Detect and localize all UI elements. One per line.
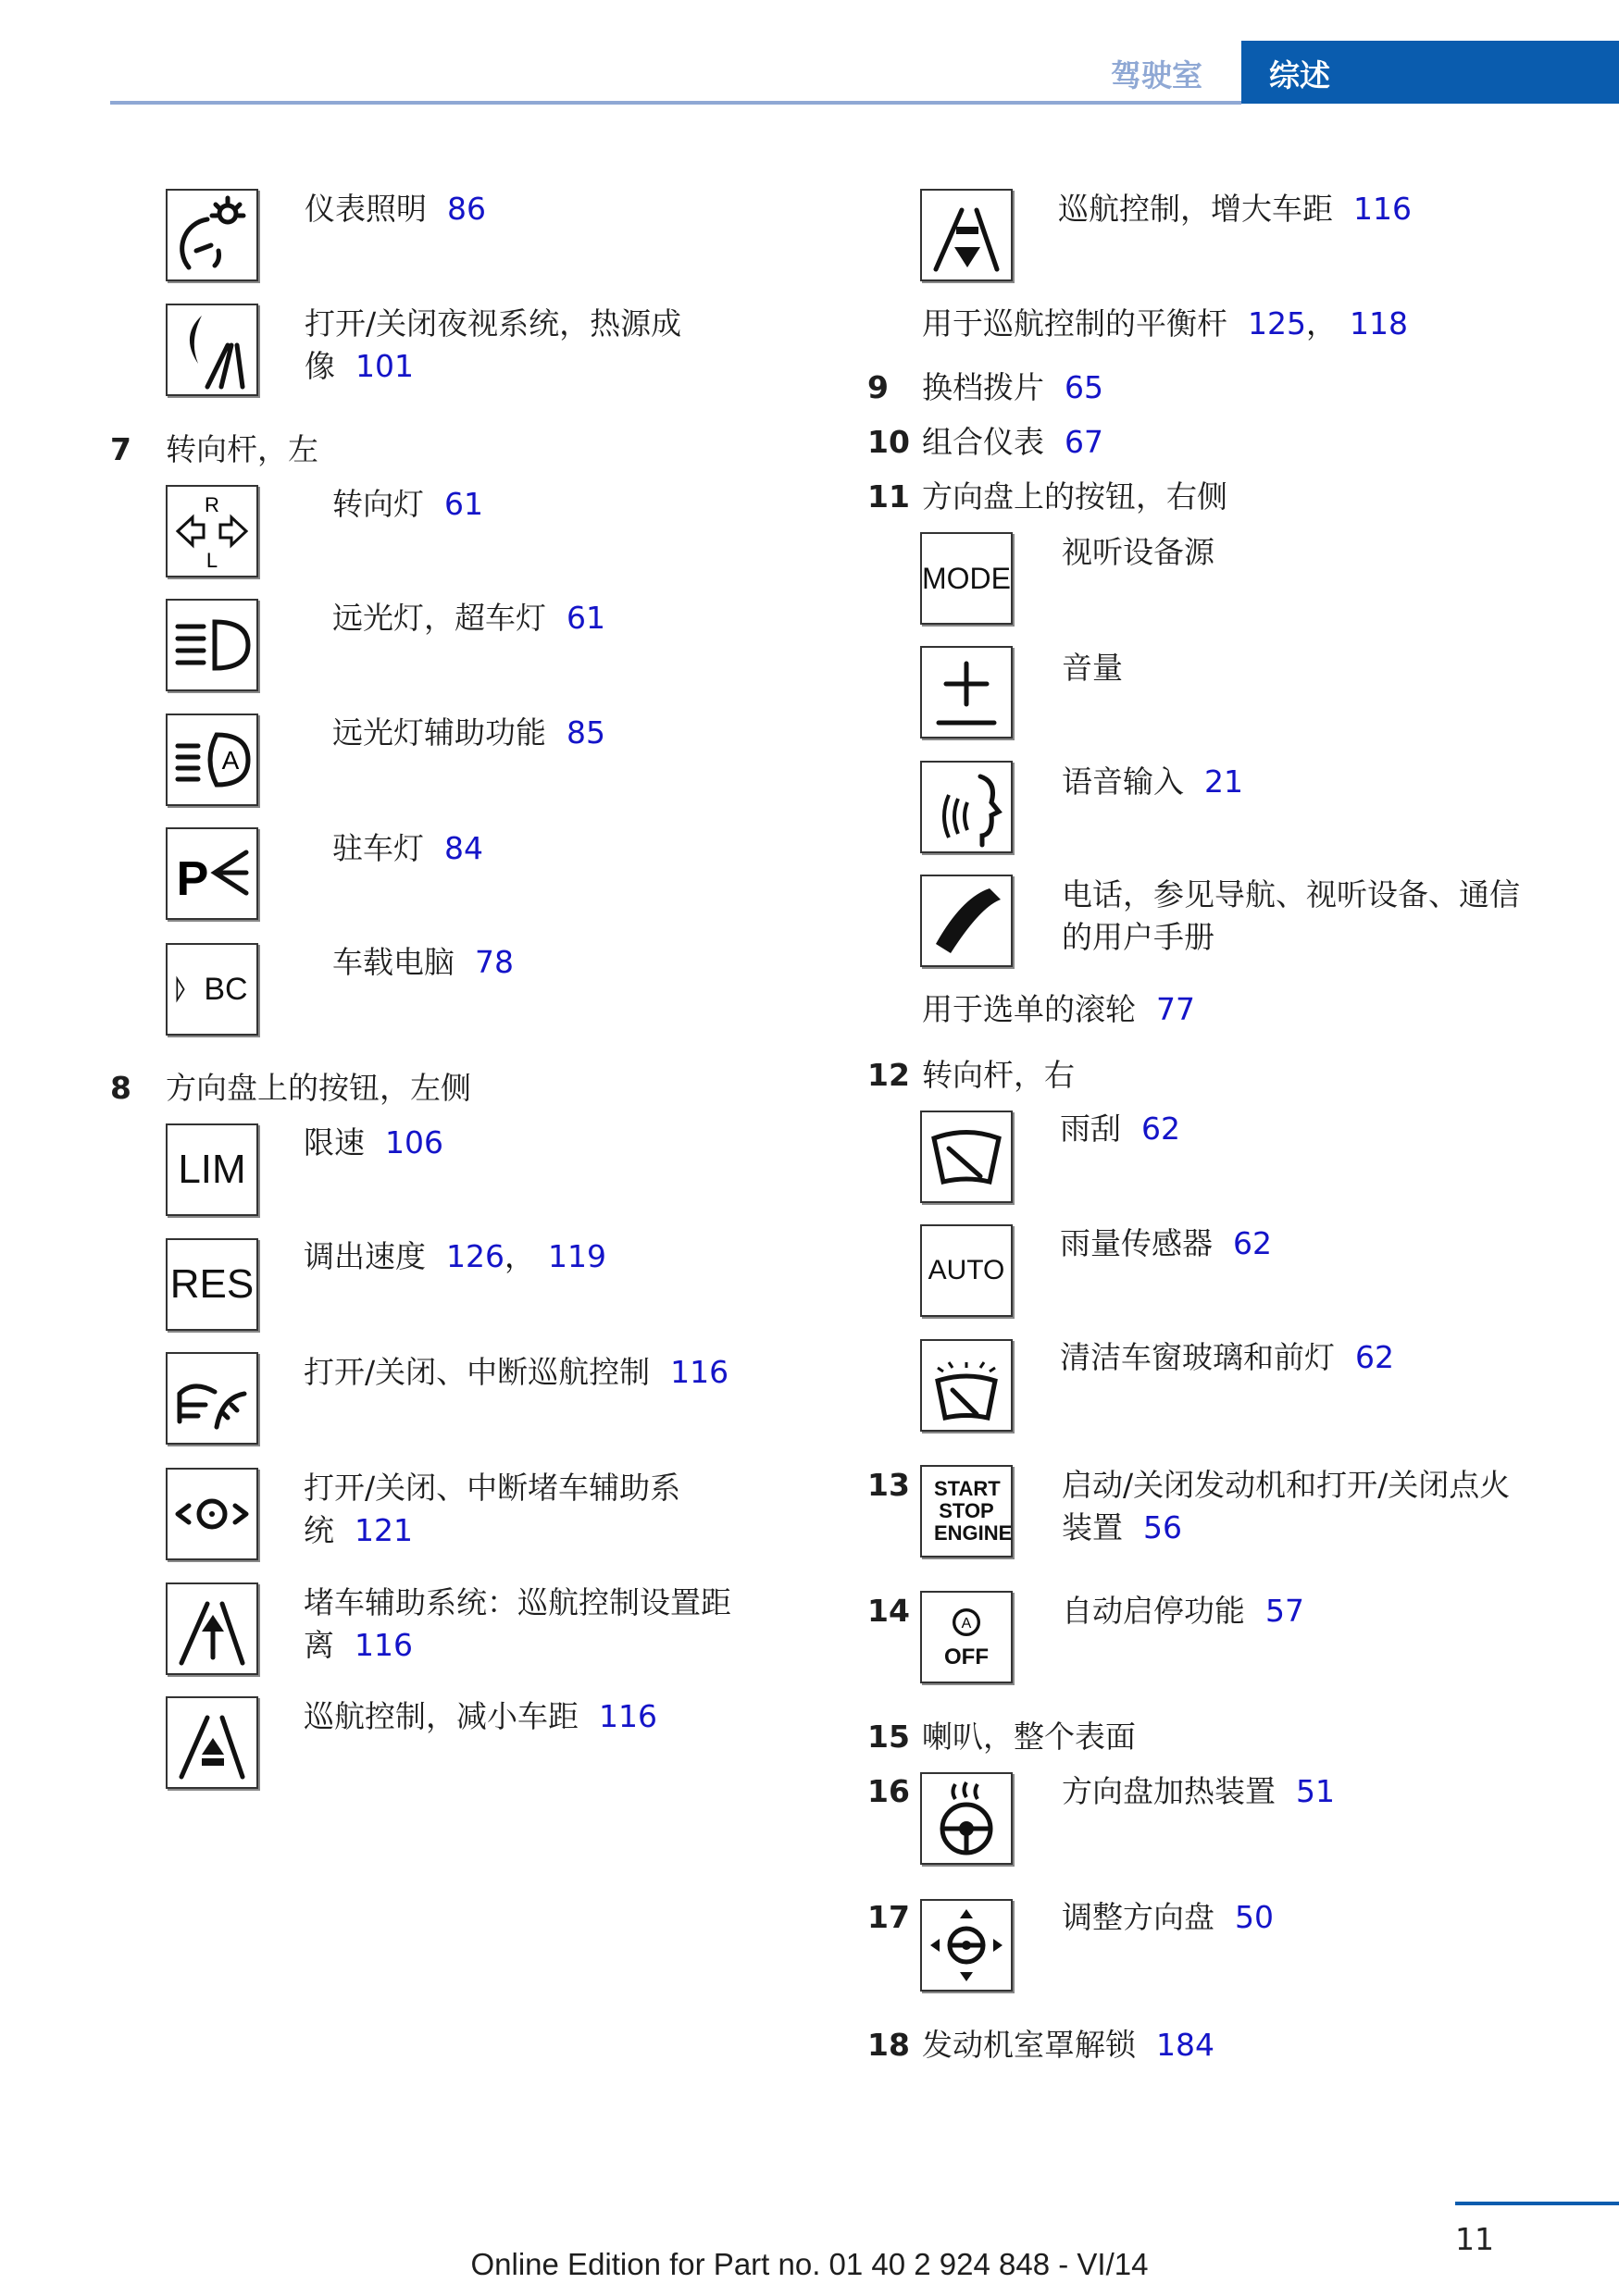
- section-number: 12: [867, 1057, 910, 1093]
- page-reference-link[interactable]: 116: [599, 1698, 657, 1734]
- parking-light-icon: [166, 827, 258, 920]
- section-number: 11: [867, 478, 910, 515]
- icon-label: MODE: [922, 561, 1011, 595]
- section-number: 15: [867, 1719, 910, 1755]
- item-text: 自动启停功能: [1062, 1593, 1245, 1629]
- item-label: [1062, 531, 1214, 574]
- page-reference-link[interactable]: 116: [355, 1627, 413, 1663]
- section-number: 17: [867, 1899, 910, 1935]
- item-label: [305, 345, 414, 388]
- ref-separator: ，: [1306, 305, 1337, 341]
- item-label: [332, 483, 483, 526]
- washer-icon: [920, 1339, 1013, 1432]
- item-text: 转向杆，左: [166, 431, 318, 467]
- instrument-lighting-icon: [166, 189, 258, 281]
- section-number: 9: [867, 369, 889, 405]
- item-label: [305, 303, 681, 345]
- section-number: 13: [867, 1467, 910, 1503]
- icon-label: AUTO: [928, 1255, 1005, 1285]
- item-text: 离: [304, 1627, 334, 1663]
- item-label: [1058, 188, 1412, 230]
- item-text: 巡航控制，减小车距: [304, 1698, 579, 1734]
- item-text: 统: [304, 1512, 334, 1548]
- item-text: 喇叭，整个表面: [922, 1719, 1136, 1755]
- item-text: 组合仪表: [922, 424, 1044, 460]
- page-reference-link[interactable]: 56: [1143, 1509, 1182, 1545]
- item-text: 车载电脑: [332, 944, 455, 980]
- section-number: 8: [110, 1070, 131, 1106]
- speed-limiter-icon: [166, 1123, 258, 1216]
- page-reference-link[interactable]: 121: [355, 1512, 413, 1548]
- steering-wheel-heating-icon: [920, 1772, 1013, 1865]
- svg-text:A: A: [961, 1616, 972, 1632]
- item-text: 换档拨片: [922, 369, 1044, 405]
- page-reference-link[interactable]: 78: [475, 944, 514, 980]
- item-text: 语音输入: [1062, 763, 1184, 800]
- item-label: [922, 2024, 1214, 2066]
- page-reference-link[interactable]: 62: [1141, 1111, 1180, 1147]
- item-text: 用于巡航控制的平衡杆: [922, 305, 1227, 341]
- page-reference-link[interactable]: 116: [1353, 191, 1412, 227]
- item-label: [1062, 647, 1123, 689]
- item-text: 的用户手册: [1062, 919, 1214, 955]
- ref-separator: ，: [504, 1238, 535, 1274]
- header-section: 驾驶室: [1111, 57, 1202, 93]
- item-text: 像: [305, 348, 335, 384]
- header-tab: 综述: [1241, 41, 1619, 104]
- icon-label: RES: [169, 1261, 255, 1307]
- item-text: 打开/关闭、中断巡航控制: [304, 1354, 651, 1390]
- decrease-distance-icon: [166, 1696, 258, 1789]
- mode-icon: [920, 532, 1013, 625]
- cruise-control-icon: [166, 1352, 258, 1445]
- onboard-computer-icon: [166, 943, 258, 1036]
- page-reference-link[interactable]: 125: [1248, 305, 1306, 341]
- high-beam-assist-icon: [166, 714, 258, 806]
- item-label: [1062, 1770, 1335, 1813]
- item-text: 视听设备源: [1062, 534, 1214, 570]
- section-heading: [922, 1054, 1075, 1097]
- item-label: [332, 597, 605, 639]
- page-reference-link[interactable]: 86: [447, 191, 486, 227]
- section-number: 18: [867, 2027, 910, 2063]
- page-number: 11: [1455, 2221, 1494, 2257]
- icon-label: BC: [204, 971, 248, 1007]
- item-label: [1060, 1222, 1272, 1265]
- page-reference-link[interactable]: 62: [1233, 1225, 1272, 1261]
- wiper-icon: [920, 1111, 1013, 1203]
- item-label: [304, 1582, 731, 1624]
- steering-wheel-adjust-icon: [920, 1899, 1013, 1992]
- resume-speed-icon: [166, 1238, 258, 1331]
- item-text: 音量: [1062, 650, 1123, 686]
- section-heading: [922, 476, 1227, 518]
- item-label: [304, 1624, 413, 1667]
- page-reference-link[interactable]: 116: [670, 1354, 729, 1390]
- item-text: 远光灯辅助功能: [332, 714, 546, 751]
- item-text: 调整方向盘: [1062, 1899, 1214, 1935]
- icon-label: LIM: [178, 1147, 246, 1192]
- section-number: 14: [867, 1593, 910, 1629]
- item-label: [1062, 1590, 1304, 1632]
- section-heading: [166, 428, 318, 471]
- item-text: 打开/关闭、中断堵车辅助系: [304, 1470, 681, 1506]
- section-number: 10: [867, 424, 910, 460]
- page-reference-link[interactable]: 57: [1265, 1593, 1304, 1629]
- footer-edition: Online Edition for Part no. 01 40 2 924 848 - VI/14: [470, 2247, 1149, 2281]
- item-text: 远光灯，超车灯: [332, 600, 546, 636]
- item-text: 方向盘加热装置: [1062, 1773, 1276, 1809]
- footer-rule: [1455, 2202, 1619, 2205]
- item-text: 雨量传感器: [1060, 1225, 1213, 1261]
- item-label: [922, 988, 1195, 1031]
- item-text: 转向灯: [332, 486, 424, 522]
- svg-text:A: A: [221, 746, 240, 775]
- auto-start-stop-off-icon: [920, 1591, 1013, 1683]
- item-text: 方向盘上的按钮，左侧: [166, 1070, 471, 1106]
- item-label: [1062, 1464, 1510, 1507]
- item-text: 电话，参见导航、视听设备、通信: [1062, 876, 1520, 912]
- item-label: [304, 1351, 729, 1394]
- increase-distance-icon: [920, 189, 1013, 281]
- voice-input-icon: [920, 761, 1013, 853]
- item-label: [1060, 1336, 1394, 1379]
- page-reference-link[interactable]: 119: [548, 1238, 606, 1274]
- page-reference-link[interactable]: 85: [567, 714, 605, 751]
- item-text: 调出速度: [304, 1238, 426, 1274]
- page-reference-link[interactable]: 84: [444, 830, 483, 866]
- item-text: 启动/关闭发动机和打开/关闭点火: [1062, 1467, 1511, 1503]
- item-label: [1062, 916, 1214, 959]
- volume-icon: [920, 646, 1013, 738]
- item-label: [1062, 1896, 1274, 1939]
- night-vision-icon: [166, 304, 258, 396]
- page-reference-link[interactable]: 65: [1065, 369, 1103, 405]
- item-label: [332, 827, 483, 870]
- item-label: [304, 1235, 606, 1278]
- high-beam-icon: [166, 599, 258, 691]
- item-label: [1062, 1507, 1182, 1549]
- start-stop-engine-icon: [920, 1465, 1013, 1558]
- page-reference-link[interactable]: 21: [1204, 763, 1243, 800]
- section-heading: [922, 1716, 1136, 1758]
- item-label: [1060, 1108, 1180, 1150]
- item-text: 驻车灯: [332, 830, 424, 866]
- item-text: 巡航控制，增大车距: [1058, 191, 1333, 227]
- svg-text:P: P: [176, 852, 209, 906]
- item-text: 雨刮: [1060, 1111, 1121, 1147]
- item-text: 装置: [1062, 1509, 1123, 1545]
- rain-sensor-icon: [920, 1224, 1013, 1317]
- page-reference-link[interactable]: 184: [1156, 2027, 1214, 2063]
- svg-text:R: R: [205, 493, 219, 516]
- section-heading: [166, 1067, 471, 1110]
- page-reference-link[interactable]: 61: [444, 486, 483, 522]
- page-reference-link[interactable]: 61: [567, 600, 605, 636]
- item-label: [304, 1467, 680, 1509]
- icon-label: START STOP ENGINE: [934, 1477, 1013, 1545]
- item-label: [304, 1122, 443, 1164]
- distance-setting-icon: [166, 1582, 258, 1675]
- item-label: [922, 303, 1408, 345]
- item-label: [304, 1509, 413, 1552]
- item-label: [922, 421, 1103, 464]
- section-number: 7: [110, 431, 131, 467]
- item-label: [305, 188, 486, 230]
- item-text: 堵车辅助系统：巡航控制设置距: [304, 1584, 731, 1620]
- item-text: 发动机室罩解锁: [922, 2027, 1136, 2063]
- item-label: [332, 941, 514, 984]
- section-number: 16: [867, 1773, 910, 1809]
- page-reference-link[interactable]: 118: [1350, 305, 1408, 341]
- item-label: [304, 1695, 657, 1738]
- header-rule: [110, 101, 1241, 105]
- page-reference-link[interactable]: 126: [446, 1238, 504, 1274]
- icon-label: OFF: [944, 1644, 989, 1669]
- item-text: 打开/关闭夜视系统，热源成: [305, 305, 682, 341]
- page-reference-link[interactable]: 50: [1235, 1899, 1274, 1935]
- page-reference-link[interactable]: 77: [1156, 991, 1195, 1027]
- item-text: 用于选单的滚轮: [922, 991, 1136, 1027]
- turn-signal-icon: [166, 485, 258, 577]
- item-label: [332, 712, 605, 754]
- svg-text:L: L: [205, 549, 218, 572]
- traffic-jam-assist-icon: [166, 1468, 258, 1560]
- item-text: 方向盘上的按钮，右侧: [922, 478, 1227, 515]
- item-text: 转向杆，右: [922, 1057, 1075, 1093]
- item-text: 仪表照明: [305, 191, 427, 227]
- page-reference-link[interactable]: 51: [1296, 1773, 1335, 1809]
- page-reference-link[interactable]: 101: [355, 348, 414, 384]
- item-label: [1062, 874, 1520, 916]
- item-label: [922, 366, 1103, 409]
- phone-icon: [920, 875, 1013, 967]
- item-text: 限速: [304, 1124, 365, 1160]
- item-label: [1062, 761, 1243, 803]
- item-text: 清洁车窗玻璃和前灯: [1060, 1339, 1335, 1375]
- page-reference-link[interactable]: 62: [1355, 1339, 1394, 1375]
- page-reference-link[interactable]: 106: [385, 1124, 443, 1160]
- page-reference-link[interactable]: 67: [1065, 424, 1103, 460]
